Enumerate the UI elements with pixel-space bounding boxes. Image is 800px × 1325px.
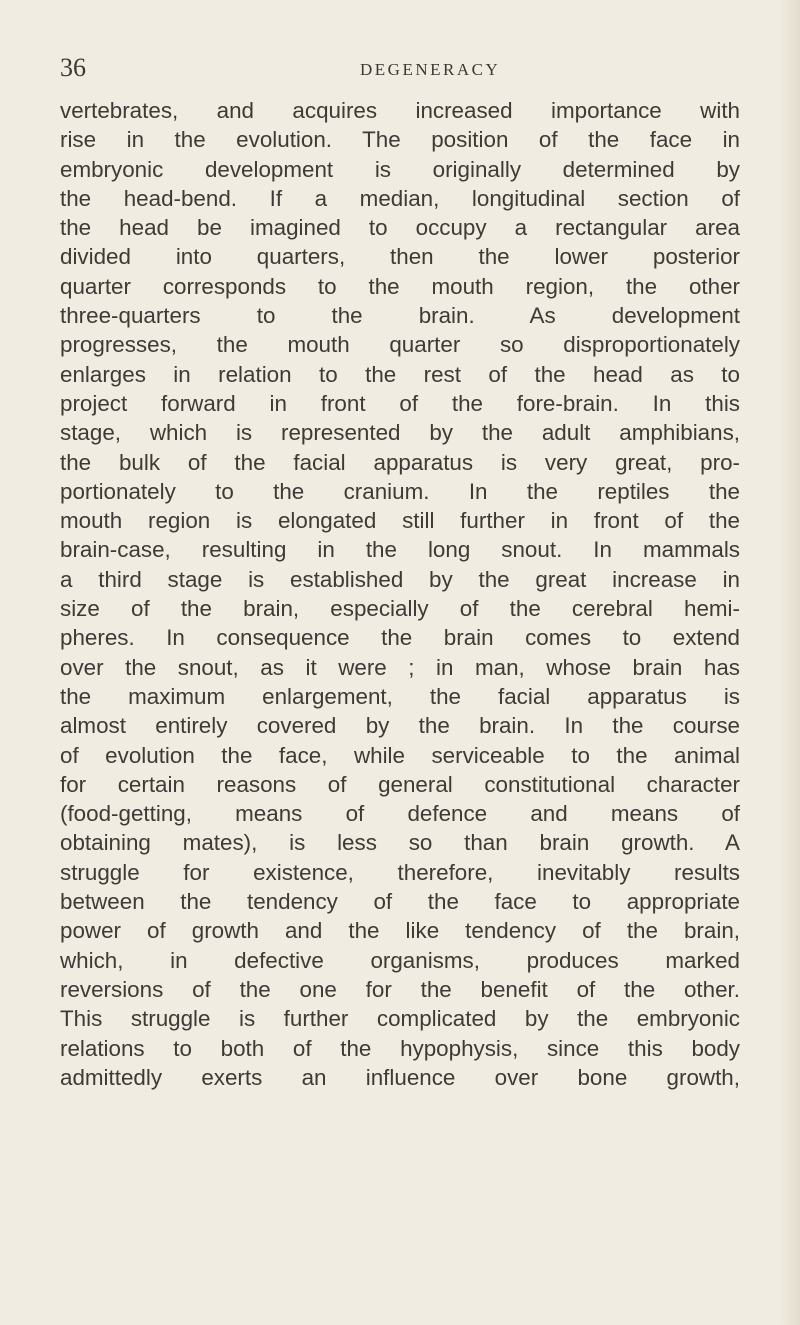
text-line: rise in the evolution. The position of the face in: [60, 127, 740, 153]
text-line: admittedly exerts an influence over bone growth,: [60, 1064, 740, 1090]
text-line: which, in defective organisms, produces marked: [60, 947, 740, 973]
text-line: the head be imagined to occupy a rectangular area: [60, 215, 740, 241]
text-line: three-quarters to the brain. As development: [60, 303, 740, 329]
text-line: the bulk of the facial apparatus is very great, pro-: [60, 449, 740, 475]
text-line: the maximum enlargement, the facial apparatus is: [60, 683, 740, 709]
text-line: a third stage is established by the great increase in: [60, 566, 740, 592]
text-line: struggle for existence, therefore, inevitably results: [60, 859, 740, 885]
text-line: progresses, the mouth quarter so disproportionately: [60, 332, 740, 358]
page-edge-shadow: [778, 0, 800, 1325]
text-line: relations to both of the hypophysis, since this body: [60, 1035, 740, 1061]
text-line: (food-getting, means of defence and means of: [60, 801, 740, 827]
text-line: almost entirely covered by the brain. In the course: [60, 713, 740, 739]
body-paragraph: [60, 96, 740, 1092]
running-head: DEGENERACY: [360, 60, 501, 79]
text-line: pheres. In consequence the brain comes to extend: [60, 625, 740, 651]
text-line: enlarges in relation to the rest of the head as to: [60, 361, 740, 387]
text-line: vertebrates, and acquires increased importance with: [60, 98, 740, 123]
text-line: size of the brain, especially of the cerebral hemi-: [60, 596, 740, 622]
text-line: between the tendency of the face to appropriate: [60, 889, 740, 915]
text-line: the head-bend. If a median, longitudinal section of: [60, 185, 740, 211]
text-line: obtaining mates), is less so than brain growth. A: [60, 830, 740, 856]
page-number: 36: [60, 53, 86, 82]
text-line: reversions of the one for the benefit of the other.: [60, 976, 740, 1002]
text-line: This struggle is further complicated by the embryonic: [60, 1006, 740, 1032]
text-line: project forward in front of the fore-brain. In this: [60, 390, 740, 416]
text-line: power of growth and the like tendency of the brain,: [60, 918, 740, 944]
text-line: portionately to the cranium. In the reptiles the: [60, 478, 740, 504]
text-line: divided into quarters, then the lower posterior: [60, 244, 740, 270]
text-line: quarter corresponds to the mouth region, the other: [60, 273, 740, 299]
text-line: embryonic development is originally determined by: [60, 156, 740, 182]
text-line: mouth region is elongated still further in front of the: [60, 508, 740, 534]
text-line: stage, which is represented by the adult amphibians,: [60, 420, 740, 446]
text-line: for certain reasons of general constitutional character: [60, 771, 740, 797]
text-line: brain-case, resulting in the long snout. In mammals: [60, 537, 740, 563]
text-line: over the snout, as it were ; in man, whose brain has: [60, 654, 740, 680]
text-line: of evolution the face, while serviceable to the animal: [60, 742, 740, 768]
page-header: [60, 52, 740, 92]
